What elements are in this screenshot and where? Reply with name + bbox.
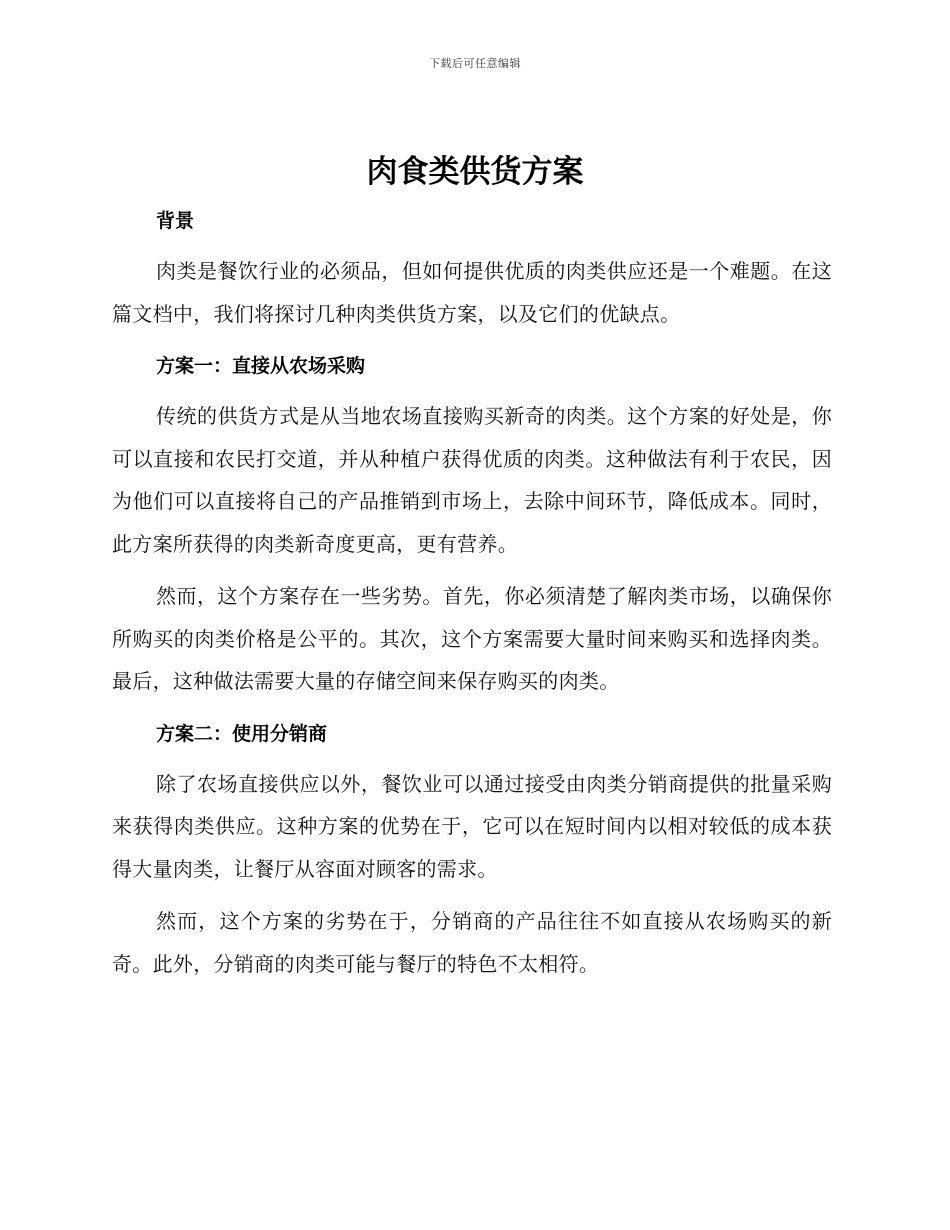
section-heading-plan-two: 方案二：使用分销商 — [156, 722, 328, 745]
paragraph-plan-two-1: 除了农场直接供应以外，餐饮业可以通过接受由肉类分销商提供的批量采购来获得肉类供应。这种方案的优势在于，它可以在短时间内以相对较低的成本获得大量肉类，让餐厅从容面对顾客的需求。 — [112, 771, 832, 881]
document-body — [112, 200, 832, 995]
header-note: 下载后可任意编辑 — [429, 57, 521, 70]
section-heading-background: 背景 — [156, 210, 195, 232]
section-heading-plan-one: 方案一：直接从农场采购 — [156, 355, 366, 377]
paragraph-background-1: 肉类是餐饮行业的必须品，但如何提供优质的肉类供应还是一个难题。在这篇文档中，我们将探讨几种肉类供货方案，以及它们的优缺点。 — [112, 259, 832, 326]
paragraph-plan-two-2: 然而，这个方案的劣势在于，分销商的产品往往不如直接从农场购买的新奇。此外，分销商的肉类可能与餐厅的特色不太相符。 — [112, 909, 832, 976]
paragraph-plan-one-2: 然而，这个方案存在一些劣势。首先，你必须清楚了解肉类市场，以确保你所购买的肉类价格是公平的。其次，这个方案需要大量时间来购买和选择肉类。最后，这种做法需要大量的存储空间来保存购买的肉类。 — [112, 584, 832, 693]
document-title: 肉食类供货方案 — [366, 154, 584, 190]
paragraph-plan-one-1: 传统的供货方式是从当地农场直接购买新奇的肉类。这个方案的好处是，你可以直接和农民打交道，并从种植户获得优质的肉类。这种做法有利于农民，因为他们可以直接将自己的产品推销到市场上，去除中间环节，降低成本。同时，此方案所获得的肉类新奇度更高，更有营养。 — [112, 404, 832, 556]
